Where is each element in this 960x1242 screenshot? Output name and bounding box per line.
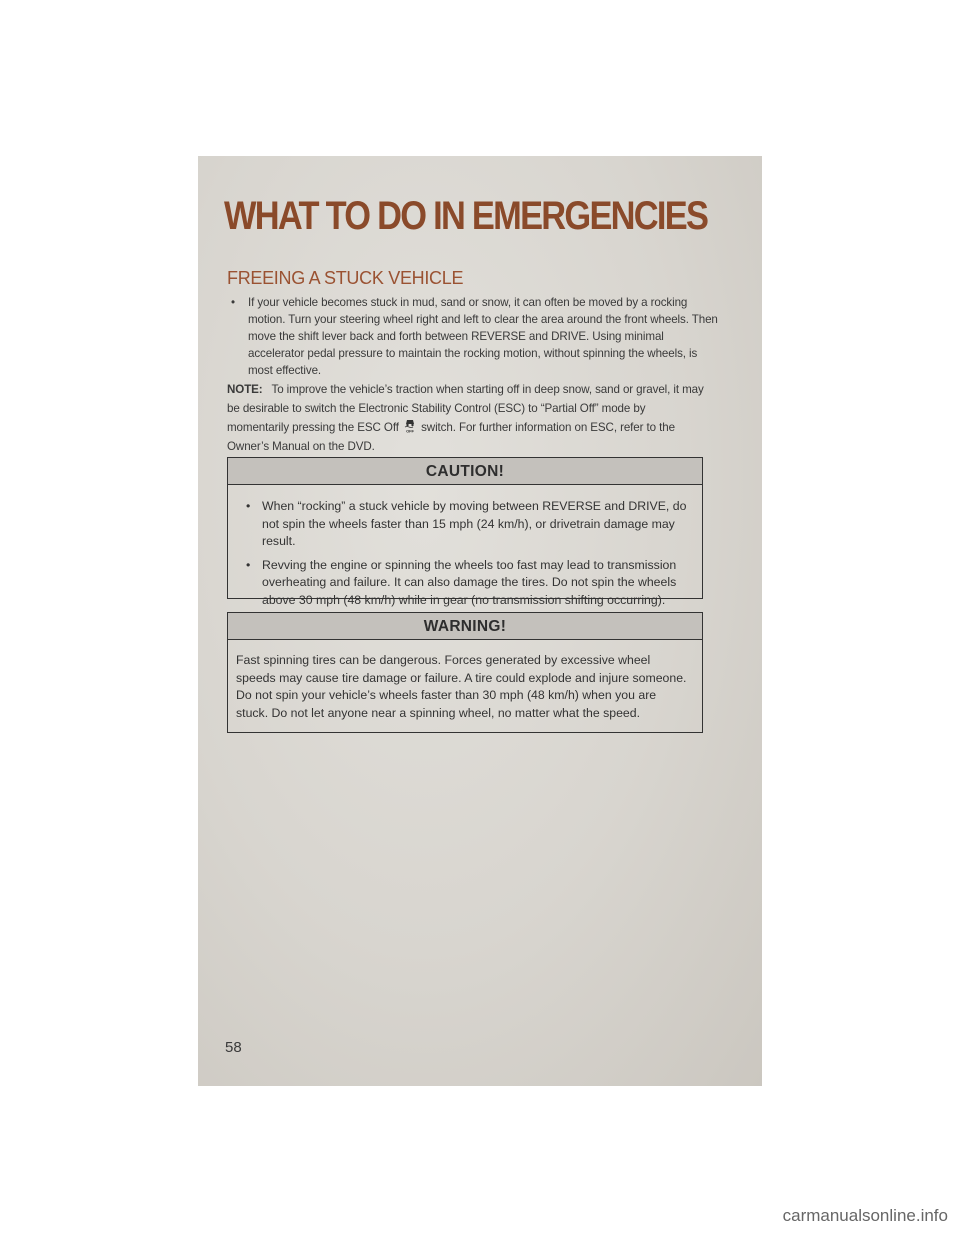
warning-title: WARNING! <box>228 613 702 640</box>
watermark: carmanualsonline.info <box>782 1206 948 1225</box>
warning-text: Fast spinning tires can be dangerous. Forces generated by excessive wheel speeds may cause tire damage or failure. A tire could explode and injure someone. Do not spin your vehicle’s wheels faster than 30 mph (48 km/h) when you are stuck. Do not let anyone near a spinning wheel, no matter what the speed. <box>236 653 687 720</box>
caution-list <box>228 485 702 609</box>
instruction-list <box>231 294 721 379</box>
note-text-before-icon: To improve the vehicle’s traction when starting off in deep snow, sand or gravel, it may be desirable to switch the Electronic Stability Control (ESC) to “Partial Off” mode by momentarily pressing the ESC Off <box>227 383 704 434</box>
warning-box <box>227 612 703 733</box>
subsection-title: FREEING A STUCK VEHICLE <box>227 268 464 288</box>
list-item <box>246 557 688 610</box>
list-item <box>231 294 721 379</box>
caution-item-text: Revving the engine or spinning the wheels too fast may lead to transmission overheating and failure. It can also damage the tires. Do not spin the wheels above 30 mph (48 km/h) while in gear (no transmission shifting occurring). <box>262 557 677 607</box>
list-item <box>246 498 688 551</box>
note-paragraph <box>227 380 707 456</box>
section-header: WHAT TO DO IN EMERGENCIES <box>224 194 708 238</box>
note-label: NOTE: <box>227 383 263 396</box>
note-text-after-icon: switch. For further information on ESC, refer to the Owner’s Manual on the DVD. <box>227 421 675 453</box>
caution-box <box>227 457 703 607</box>
bullet-icon: • <box>246 499 251 513</box>
bullet-icon: • <box>246 557 251 572</box>
list-item-text: If your vehicle becomes stuck in mud, sand or snow, it can often be moved by a rocking motion. Turn your steering wheel right and left to clear the area around the front wheels. Then move the shift lever back and forth between REVERSE and DRIVE. Using minimal accelerator pedal pressure to maintain the rocking motion, without spinning the wheels, is most effective. <box>248 296 718 377</box>
caution-title: CAUTION! <box>228 458 702 485</box>
caution-item-text: When “rocking” a stuck vehicle by moving between REVERSE and DRIVE, do not spin the wheels faster than 15 mph (24 km/h), or drivetrain damage may result. <box>262 499 687 548</box>
manual-page <box>198 156 762 1086</box>
page-number: 58 <box>225 1039 242 1056</box>
esc-off-icon-label: OFF <box>406 428 414 433</box>
bullet-icon: • <box>231 296 235 309</box>
esc-off-icon <box>403 419 417 433</box>
